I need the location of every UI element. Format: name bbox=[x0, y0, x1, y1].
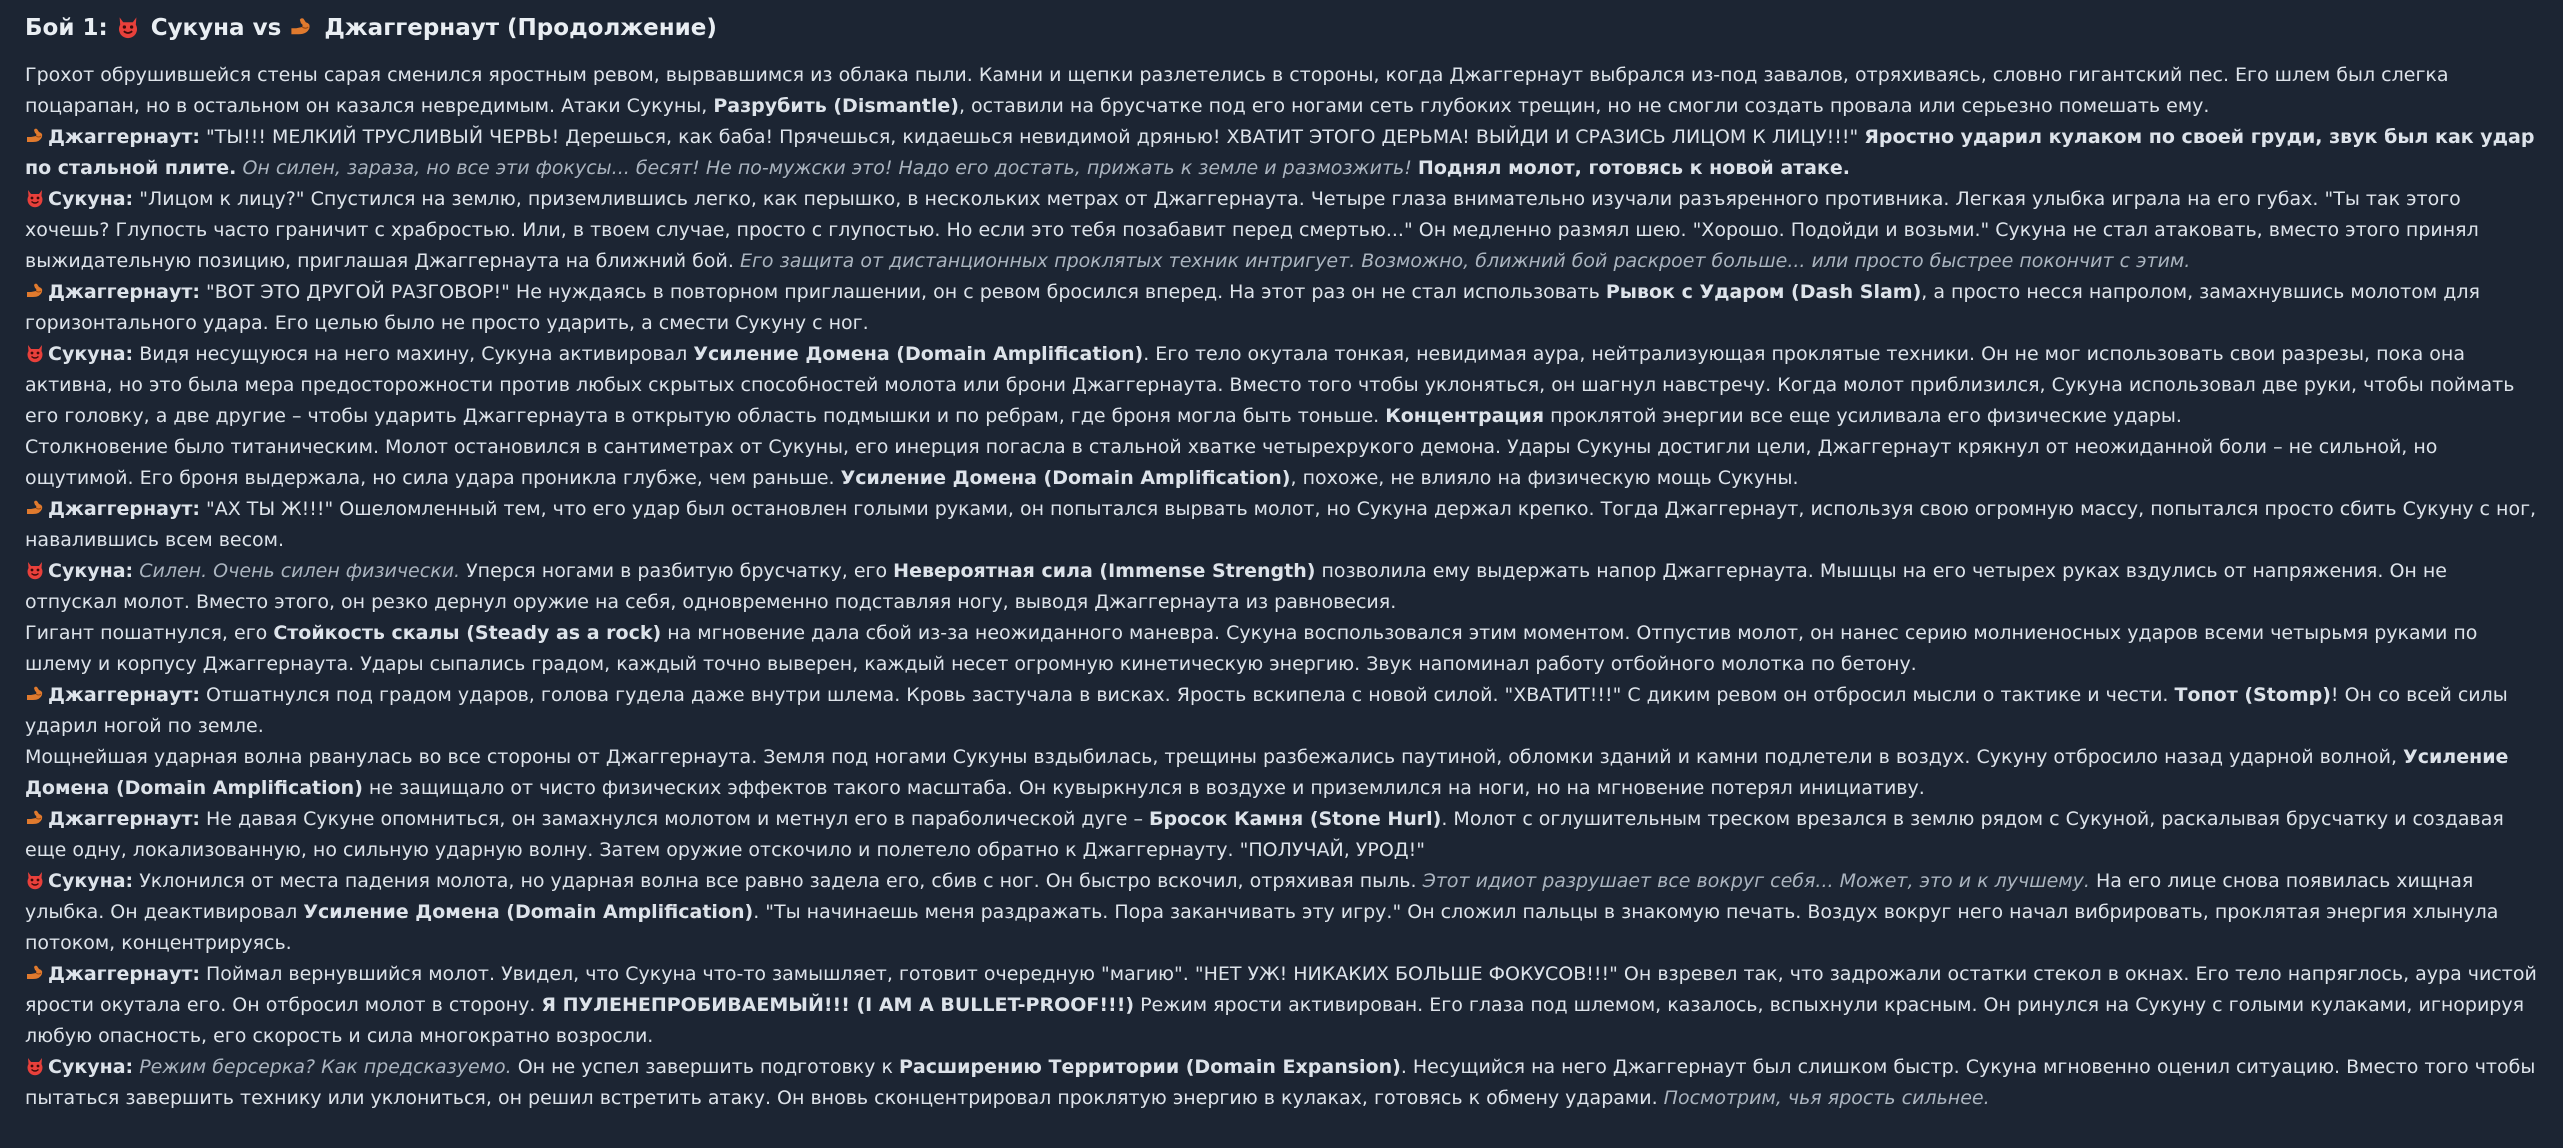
text-span: Видя несущуюся на него махину, Сукуна активировал bbox=[133, 343, 694, 365]
text-span: На его лице снова появилась хищная улыбка. Он деактивировал bbox=[25, 870, 2474, 923]
title-prefix: Бой 1: bbox=[25, 15, 108, 41]
italic-thought: Режим берсерка? Как предсказуемо. bbox=[139, 1056, 512, 1078]
bold-text: Топот (Stomp) bbox=[2174, 684, 2331, 706]
red-demon-face-icon bbox=[25, 560, 45, 580]
dialogue-paragraph bbox=[25, 277, 2543, 339]
text-span: Столкновение было титаническим. Молот остановился в сантиметрах от Сукуны, его инерция погасла в стальной хватке четырехрукого демона. Удары Сукуны достигли цели, Джаггернаут крякнул от неожиданной боли – не сильной, но ощутимой. Его броня выдержала, но сила удара проникла глубже, чем раньше. bbox=[25, 436, 2438, 489]
speaker-name: Сукуна: bbox=[48, 870, 134, 892]
bold-text: Стойкость скалы (Steady as a rock) bbox=[273, 622, 662, 644]
bold-text: Невероятная сила (Immense Strength) bbox=[893, 560, 1316, 582]
narration-paragraph bbox=[25, 618, 2543, 680]
narration-paragraph bbox=[25, 432, 2543, 494]
text-span: , а просто несся напролом, замахнувшись молотом для горизонтального удара. Его целью было не просто ударить, а смести Сукуну с ног. bbox=[25, 281, 2480, 334]
flexed-arm-icon bbox=[25, 963, 45, 983]
speaker-name: Джаггернаут: bbox=[48, 963, 200, 985]
bold-text: Бросок Камня (Stone Hurl) bbox=[1149, 808, 1442, 830]
italic-thought: Его защита от дистанционных проклятых техник интригует. Возможно, ближний бой раскроет больше... или просто быстрее покончит с этим. bbox=[739, 250, 2191, 272]
text-span: ! Он со всей силы ударил ногой по земле. bbox=[25, 684, 2508, 737]
dialogue-paragraph bbox=[25, 184, 2543, 277]
text-span: Отшатнулся под градом ударов, голова гудела даже внутри шлема. Кровь застучала в висках. Ярость вскипела с новой силой. "ХВАТИТ!!!" С диким ревом он отбросил мысли о тактике и чести. bbox=[199, 684, 2175, 706]
text-span: "АХ ТЫ Ж!!!" Ошеломленный тем, что его удар был остановлен голыми руками, он попытался вырвать молот, но Сукуна держал крепко. Тогда Джаггернаут, используя свою огромную массу, попытался просто сбить Сукуну с ног, навалившись всем весом. bbox=[25, 498, 2537, 551]
flexed-arm-icon bbox=[25, 126, 45, 146]
italic-thought: Этот идиот разрушает все вокруг себя... Может, это и к лучшему. bbox=[1422, 870, 2090, 892]
text-span: "ТЫ!!! МЕЛКИЙ ТРУСЛИВЫЙ ЧЕРВЬ! Дерешься, как баба! Прячешься, кидаешься невидимой дрянью! ХВАТИТ ЭТОГО ДЕРЬМА! ВЫЙДИ И СРАЗИСЬ ЛИЦОМ К ЛИЦУ!!!" bbox=[199, 126, 1865, 148]
speaker-name: Джаггернаут: bbox=[48, 126, 200, 148]
bold-text: Усиление Домена (Domain Amplification) bbox=[25, 746, 2509, 799]
text-span: Режим ярости активирован. Его глаза под шлемом, казалось, вспыхнули красным. Он ринулся на Сукуну с голыми кулаками, игнорируя любую опасность, его скорость и сила многократно возросли. bbox=[25, 994, 2525, 1047]
text-span: Не давая Сукуне опомниться, он замахнулся молотом и метнул его в параболической дуге – bbox=[199, 808, 1150, 830]
text-span: . Молот с оглушительным треском врезался в землю рядом с Сукуной, раскалывая брусчатку и создавая еще одну, локализованную, но сильную ударную волну. Затем оружие отскочило и полетело обратно к Джаггернауту. "ПОЛУЧАЙ, УРОД!" bbox=[25, 808, 2504, 861]
text-span: не защищало от чисто физических эффектов такого масштаба. Он кувыркнулся в воздухе и приземлился на ноги, но на мгновение потерял инициативу. bbox=[362, 777, 1925, 799]
text-span: "Лицом к лицу?" Спустился на землю, приземлившись легко, как перышко, в нескольких метрах от Джаггернаута. Четыре глаза внимательно изучали разъяренного противника. Легкая улыбка играла на его губах. "Ты так этого хочешь? Глупость часто граничит с храбростью. Или, в твоем случае, просто с глупостью. Но если это тебя позабавит перед смертью..." Он медленно размял шею. "Хорошо. Подойди и возьми." Сукуна не стал атаковать, вместо этого принял выжидательную позицию, приглашая Джаггернаута на ближний бой. bbox=[25, 188, 2479, 272]
dialogue-paragraph bbox=[25, 494, 2543, 556]
speaker-name: Сукуна: bbox=[48, 188, 134, 210]
text-span: . "Ты начинаешь меня раздражать. Пора заканчивать эту игру." Он сложил пальцы в знакомую печать. Воздух вокруг него начал вибрировать, проклятая энергия хлынула потоком, концентрируясь. bbox=[25, 901, 2499, 954]
text-span: Уклонился от места падения молота, но ударная волна все равно задела его, сбив с ног. Он быстро вскочил, отряхивая пыль. bbox=[133, 870, 1423, 892]
text-span: Гигант пошатнулся, его bbox=[25, 622, 274, 644]
text-span: Грохот обрушившейся стены сарая сменился яростным ревом, вырвавшимся из облака пыли. Камни и щепки разлетелись в стороны, когда Джаггернаут выбрался из-под завалов, отряхиваясь, словно гигантский пес. Его шлем был слегка поцарапан, но в остальном он казался невредимым. Атаки Сукуны, bbox=[25, 64, 2449, 117]
speaker-name: Сукуна: bbox=[48, 343, 134, 365]
red-demon-face-icon bbox=[116, 15, 140, 39]
text-span: Поймал вернувшийся молот. Увидел, что Сукуна что-то замышляет, готовит очередную "магию". "НЕТ УЖ! НИКАКИХ БОЛЬШЕ ФОКУСОВ!!!" Он взревел так, что задрожали остатки стекол в окнах. Его тело напряглось, аура чистой ярости окутала его. Он отбросил молот в сторону. bbox=[25, 963, 2537, 1016]
text-span: Он не успел завершить подготовку к bbox=[511, 1056, 899, 1078]
speaker-name: Сукуна: bbox=[48, 560, 134, 582]
narration-paragraph bbox=[25, 60, 2543, 122]
red-demon-face-icon bbox=[25, 870, 45, 890]
dialogue-paragraph bbox=[25, 1052, 2543, 1114]
text-span: Уперся ногами в разбитую брусчатку, его bbox=[460, 560, 894, 582]
red-demon-face-icon bbox=[25, 188, 45, 208]
italic-thought: Он силен, зараза, но все эти фокусы... бесят! Не по-мужски это! Надо его достать, прижать к земле и размозжить! bbox=[242, 157, 1412, 179]
dialogue-paragraph bbox=[25, 804, 2543, 866]
flexed-arm-icon bbox=[25, 808, 45, 828]
flexed-arm-icon bbox=[25, 281, 45, 301]
title-vs: vs bbox=[252, 15, 282, 41]
speaker-name: Джаггернаут: bbox=[48, 498, 200, 520]
dialogue-paragraph bbox=[25, 866, 2543, 959]
text-span: , похоже, не влияло на физическую мощь Сукуны. bbox=[1290, 467, 1799, 489]
italic-thought: Посмотрим, чья ярость сильнее. bbox=[1663, 1087, 1990, 1109]
flexed-arm-icon bbox=[25, 498, 45, 518]
text-span: . Его тело окутала тонкая, невидимая аура, нейтрализующая проклятые техники. Он не мог использовать свои разрезы, пока она активна, но это была мера предосторожности против любых скрытых способностей молота или брони Джаггернаута. Вместо того чтобы уклоняться, он шагнул навстречу. Когда молот приблизился, Сукуна использовал две руки, чтобы поймать его головку, а две другие – чтобы ударить Джаггернаута в открытую область подмышки и по ребрам, где броня могла быть тоньше. bbox=[25, 343, 2515, 427]
flexed-arm-icon bbox=[25, 684, 45, 704]
text-span: Мощнейшая ударная волна рванулась во все стороны от Джаггернаута. Земля под ногами Сукуны вздыбилась, трещины разбежались паутиной, обломки зданий и камни подлетели в воздух. Сукуну отбросило назад ударной волной, bbox=[25, 746, 2404, 768]
red-demon-face-icon bbox=[25, 343, 45, 363]
red-demon-face-icon bbox=[25, 1056, 45, 1076]
speaker-name: Джаггернаут: bbox=[48, 281, 200, 303]
title-fighter-2: Джаггернаут (Продолжение) bbox=[324, 15, 717, 41]
dialogue-paragraph bbox=[25, 959, 2543, 1052]
bold-text: Усиление Домена (Domain Amplification) bbox=[840, 467, 1291, 489]
dialogue-paragraph bbox=[25, 556, 2543, 618]
bold-text: Концентрация bbox=[1385, 405, 1545, 427]
text-span: позволила ему выдержать напор Джаггернаута. Мышцы на его четырех руках вздулись от напряжения. Он не отпускал молот. Вместо этого, он резко дернул оружие на себя, одновременно подставляя ногу, выводя Джаггернаута из равновесия. bbox=[25, 560, 2447, 613]
bold-text: Рывок с Ударом (Dash Slam) bbox=[1605, 281, 1922, 303]
bold-text: Усиление Домена (Domain Amplification) bbox=[303, 901, 754, 923]
text-span: . Несущийся на него Джаггернаут был слишком быстр. Сукуна мгновенно оценил ситуацию. Вместо того чтобы пытаться завершить технику или уклониться, он решил встретить атаку. Он вновь сконцентрировал проклятую энергию в кулаках, готовясь к обмену ударами. bbox=[25, 1056, 2536, 1109]
bold-text: Поднял молот, готовясь к новой атаке. bbox=[1417, 157, 1850, 179]
text-span: проклятой энергии все еще усиливала его физические удары. bbox=[1544, 405, 2182, 427]
speaker-name: Сукуна: bbox=[48, 1056, 134, 1078]
speaker-name: Джаггернаут: bbox=[48, 808, 200, 830]
text-span: "ВОТ ЭТО ДРУГОЙ РАЗГОВОР!" Не нуждаясь в повторном приглашении, он с ревом бросился вперед. На этот раз он не стал использовать bbox=[199, 281, 1606, 303]
bold-text: Яростно ударил кулаком по своей груди, звук был как удар по стальной плите. bbox=[25, 126, 2535, 179]
bold-text: Усиление Домена (Domain Amplification) bbox=[693, 343, 1144, 365]
text-span: на мгновение дала сбой из-за неожиданного маневра. Сукуна воспользовался этим моментом. Отпустив молот, он нанес серию молниеносных ударов всеми четырьмя руками по шлему и корпусу Джаггернаута. Удары сыпались градом, каждый точно выверен, каждый несет огромную кинетическую энергию. Звук напоминал работу отбойного молотка по бетону. bbox=[25, 622, 2478, 675]
title-fighter-1: Сукуна bbox=[150, 15, 245, 41]
page-title bbox=[25, 12, 2543, 44]
speaker-name: Джаггернаут: bbox=[48, 684, 200, 706]
dialogue-paragraph bbox=[25, 680, 2543, 742]
bold-text: Разрубить (Dismantle) bbox=[713, 95, 959, 117]
bold-text: Расширению Территории (Domain Expansion) bbox=[898, 1056, 1401, 1078]
italic-thought: Силен. Очень силен физически. bbox=[139, 560, 461, 582]
flexed-arm-icon bbox=[289, 15, 313, 39]
narration-paragraph bbox=[25, 742, 2543, 804]
story-body bbox=[25, 60, 2543, 1114]
dialogue-paragraph bbox=[25, 122, 2543, 184]
dialogue-paragraph bbox=[25, 339, 2543, 432]
text-span: , оставили на брусчатке под его ногами сеть глубоких трещин, но не смогли создать провала или серьезно помешать ему. bbox=[958, 95, 2210, 117]
bold-text: Я ПУЛЕНЕПРОБИВАЕМЫЙ!!! (I AM A BULLET-PROOF!!!) bbox=[541, 994, 1135, 1016]
